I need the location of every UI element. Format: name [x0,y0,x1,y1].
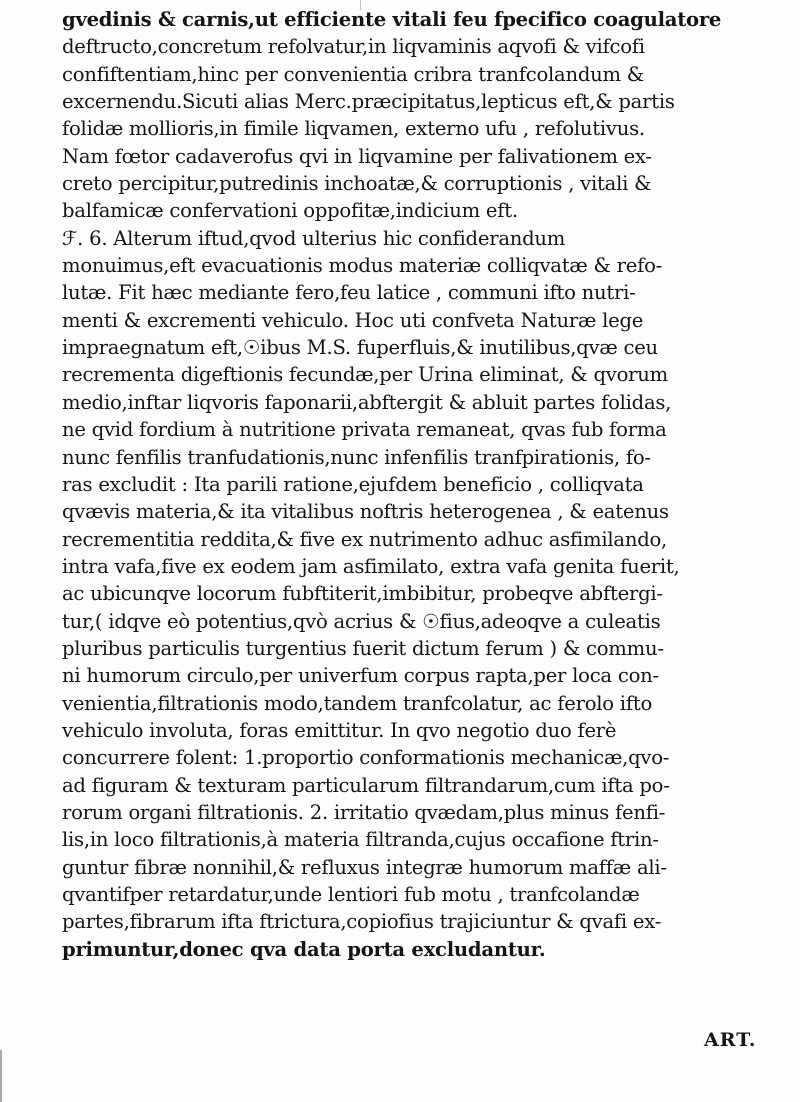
text-line: excernendu.Sicuti alias Merc.præcipitatus,lepticus eft,& partis [62,90,675,114]
text-line: guntur fibræ nonnihil,& refluxus integræ humorum maffæ ali- [62,855,667,879]
text-line: recrementa digeftionis fecundæ,per Urina eliminat, & qvorum [62,363,668,387]
text-line: rorum organi filtrationis. 2. irritatio qvædam,plus minus fenfi- [62,800,666,824]
text-line: qvantifper retardatur,unde lentiori fub motu , tranfcolandæ [62,883,640,906]
text-line: deftructo,concretum refolvatur,in liqvaminis aqvofi & vifcofi [62,35,645,59]
text-line: vehiculo involuta, foras emittitur. In qvo negotio duo ferè [62,718,617,742]
text-line: ad figuram & texturam particularum filtrandarum,cum ifta po- [62,773,670,797]
text-line: primuntur,donec qva data porta excludantur. [62,937,546,961]
text-line: Nam fœtor cadaverofus qvi in liqvamine per falivationem ex- [62,144,652,168]
text-line: pluribus particulis turgentius fuerit dictum ferum ) & commu- [62,636,664,660]
text-line: ni humorum circulo,per univerfum corpus rapta,per loca con- [62,664,659,688]
text-line: menti & excrementi vehiculo. Hoc uti confveta Naturæ lege [62,308,644,332]
text-line: recrementitia reddita,& five ex nutrimento adhuc asfimilando, [62,527,668,551]
text-line: folidæ mollioris,in fimile liqvamen, externo ufu , refolutivus. [62,117,645,141]
text-line: lutæ. Fit hæc mediante fero,feu latice , communi ifto nutri- [62,281,636,305]
text-line: qvævis materia,& ita vitalibus noftris heterogenea , & eatenus [62,500,669,524]
text-line: venientia,filtrationis modo,tandem tranfcolatur, ac ferolo ifto [62,691,652,715]
text-line: ne qvid fordium à nutritione privata remaneat, qvas fub forma [62,418,667,442]
body-text [62,6,768,963]
scan-artifact-left [0,1050,2,1102]
text-line: ℱ. 6. Alterum iftud,qvod ulterius hic confiderandum [62,226,566,250]
text-line: intra vafa,five ex eodem jam asfimilato, extra vafa genita fuerit, [62,554,680,578]
text-line: concurrere folent: 1.proportio conformationis mechanicæ,qvo- [62,746,670,770]
text-line: nunc fenfilis tranfudationis,nunc infenfilis tranfpirationis, fo- [62,445,651,469]
text-line: partes,fibrarum ifta ftrictura,copiofius trajiciuntur & qvafi ex- [62,910,662,934]
text-line: creto percipitur,putredinis inchoatæ,& corruptionis , vitali & [62,172,652,196]
text-line: impraegnatum eft,☉ibus M.S. fuperfluis,& inutilibus,qvæ ceu [62,336,658,360]
text-line: monuimus,eft evacuationis modus materiæ colliqvatæ & refo- [62,254,663,278]
text-line: ac ubicunqve locorum fubftiterit,imbibitur, probeqve abftergi- [62,582,663,606]
text-line: gvedinis & carnis,ut efficiente vitali feu fpecifico coagulatore [62,8,722,31]
text-line: medio,inftar liqvoris faponarii,abftergit & abluit partes folidas, [62,390,672,414]
text-line: balfamicæ confervationi oppofitæ,indicium eft. [62,199,518,223]
catchword: ART. [704,1029,757,1051]
text-line: lis,in loco filtrationis,à materia filtranda,cujus occafione ftrin- [62,828,659,852]
text-line: confiftentiam,hinc per convenientia cribra tranfcolandum & [62,62,644,86]
text-line: ras excludit : Ita parili ratione,ejufdem beneficio , colliqvata [62,472,644,496]
text-line: tur,( idqve eò potentius,qvò acrius & ☉fius,adeoqve a culeatis [62,609,661,633]
